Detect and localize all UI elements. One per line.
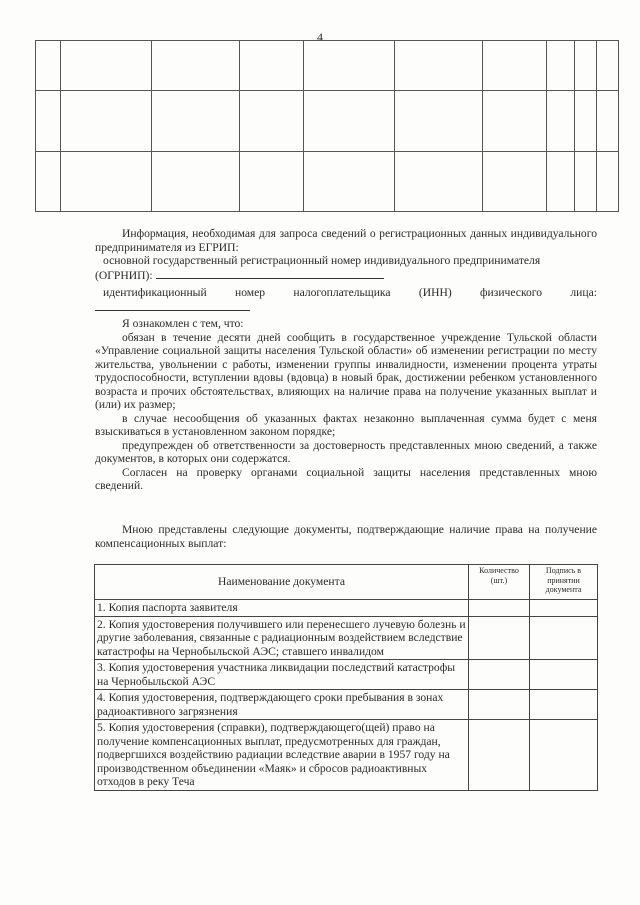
table-row [95,600,598,617]
header-signature: Подпись в принятии документа [530,565,598,600]
table-row [36,41,619,91]
document-name: 4. Копия удостоверения, подтверждающего сроки пребывания в зонах радиоактивного загрязнения [95,690,469,720]
document-name: 2. Копия удостоверения получившего или перенесшего лучевую болезнь и другие заболевания, связанные с радиационным воздействием вследствие катастрофы на Чернобыльской АЭС; ставшего инвалидом [95,616,469,660]
table-row [95,616,598,660]
ogrnip-label: основной государственный регистрационный номер индивидуального предпринимателя [103,254,541,267]
signature-cell[interactable] [530,660,598,690]
info-heading: Информация, необходимая для запроса сведений о регистрационных данных индивидуального предпринимателя из ЕГРИП: [95,227,597,254]
table-header-row [95,565,598,600]
consent-text: Согласен на проверку органами социальной защиты населения представленных мною сведений. [95,465,597,492]
header-document-name: Наименование документа [95,565,469,600]
page-number: 4 [317,30,323,44]
table-row [95,660,598,690]
quantity-cell[interactable] [469,720,530,791]
quantity-cell[interactable] [469,660,530,690]
continuation-table [35,40,619,212]
quantity-cell[interactable] [469,600,530,617]
acknowledgement-section [95,317,597,493]
signature-cell[interactable] [530,600,598,617]
quantity-cell[interactable] [469,690,530,720]
document-name: 1. Копия паспорта заявителя [95,600,469,617]
signature-cell[interactable] [530,616,598,660]
document-name: 3. Копия удостоверения участника ликвидации последствий катастрофы на Чернобыльской АЭС [95,660,469,690]
table-row [36,91,619,152]
non-report-text: в случае несообщения об указанных фактах незаконно выплаченная сумма будет с меня взыскиваться в установленном законом порядке; [95,411,597,438]
table-row [95,720,598,791]
ogrnip-label-end: (ОГРНИП): [95,268,153,282]
obligation-text: обязан в течение десяти дней сообщить в государственное учреждение Тульской области «Управление социальной защиты населения Тульской области» об изменении регистрации по месту жительства, увольнении с работы, изменении группы инвалидности, изменении процента утраты трудоспособности, вступлении вдовы (вдовца) в новый брак, достижении ребенком установленного возраста и прочих обстоятельствах, влияющих на наличие права на получение указанных выплат и (или) их размер; [95,330,597,411]
table-row [95,690,598,720]
signature-cell[interactable] [530,720,598,791]
inn-label: идентификационный номер налогоплательщика (ИНН) физического лица: [103,286,597,299]
signature-cell[interactable] [530,690,598,720]
inn-field[interactable] [95,300,250,311]
acknowledged-text: Я ознакомлен с тем, что: [122,317,244,330]
document-name: 5. Копия удостоверения (справки), подтверждающего(щей) право на получение компенсационных выплат, предусмотренных для граждан, подвергшихся воздействию радиации вследствие аварии в 1957 году на производственном объединении «Маяк» и сбросов радиоактивных отходов в реку Теча [95,720,469,791]
quantity-cell[interactable] [469,616,530,660]
documents-table [94,564,598,791]
documents-intro: Мною представлены следующие документы, подтверждающие наличие права на получение компенсационных выплат: [95,523,597,550]
documents-intro-section [95,523,597,550]
header-quantity: Количество (шт.) [469,565,530,600]
warned-text: предупрежден об ответственности за достоверность представленных мною сведений, а также документов, в которых они содержатся. [95,438,597,465]
table-row [36,152,619,212]
egrip-info-section [95,227,597,314]
ogrnip-field[interactable] [156,268,384,279]
